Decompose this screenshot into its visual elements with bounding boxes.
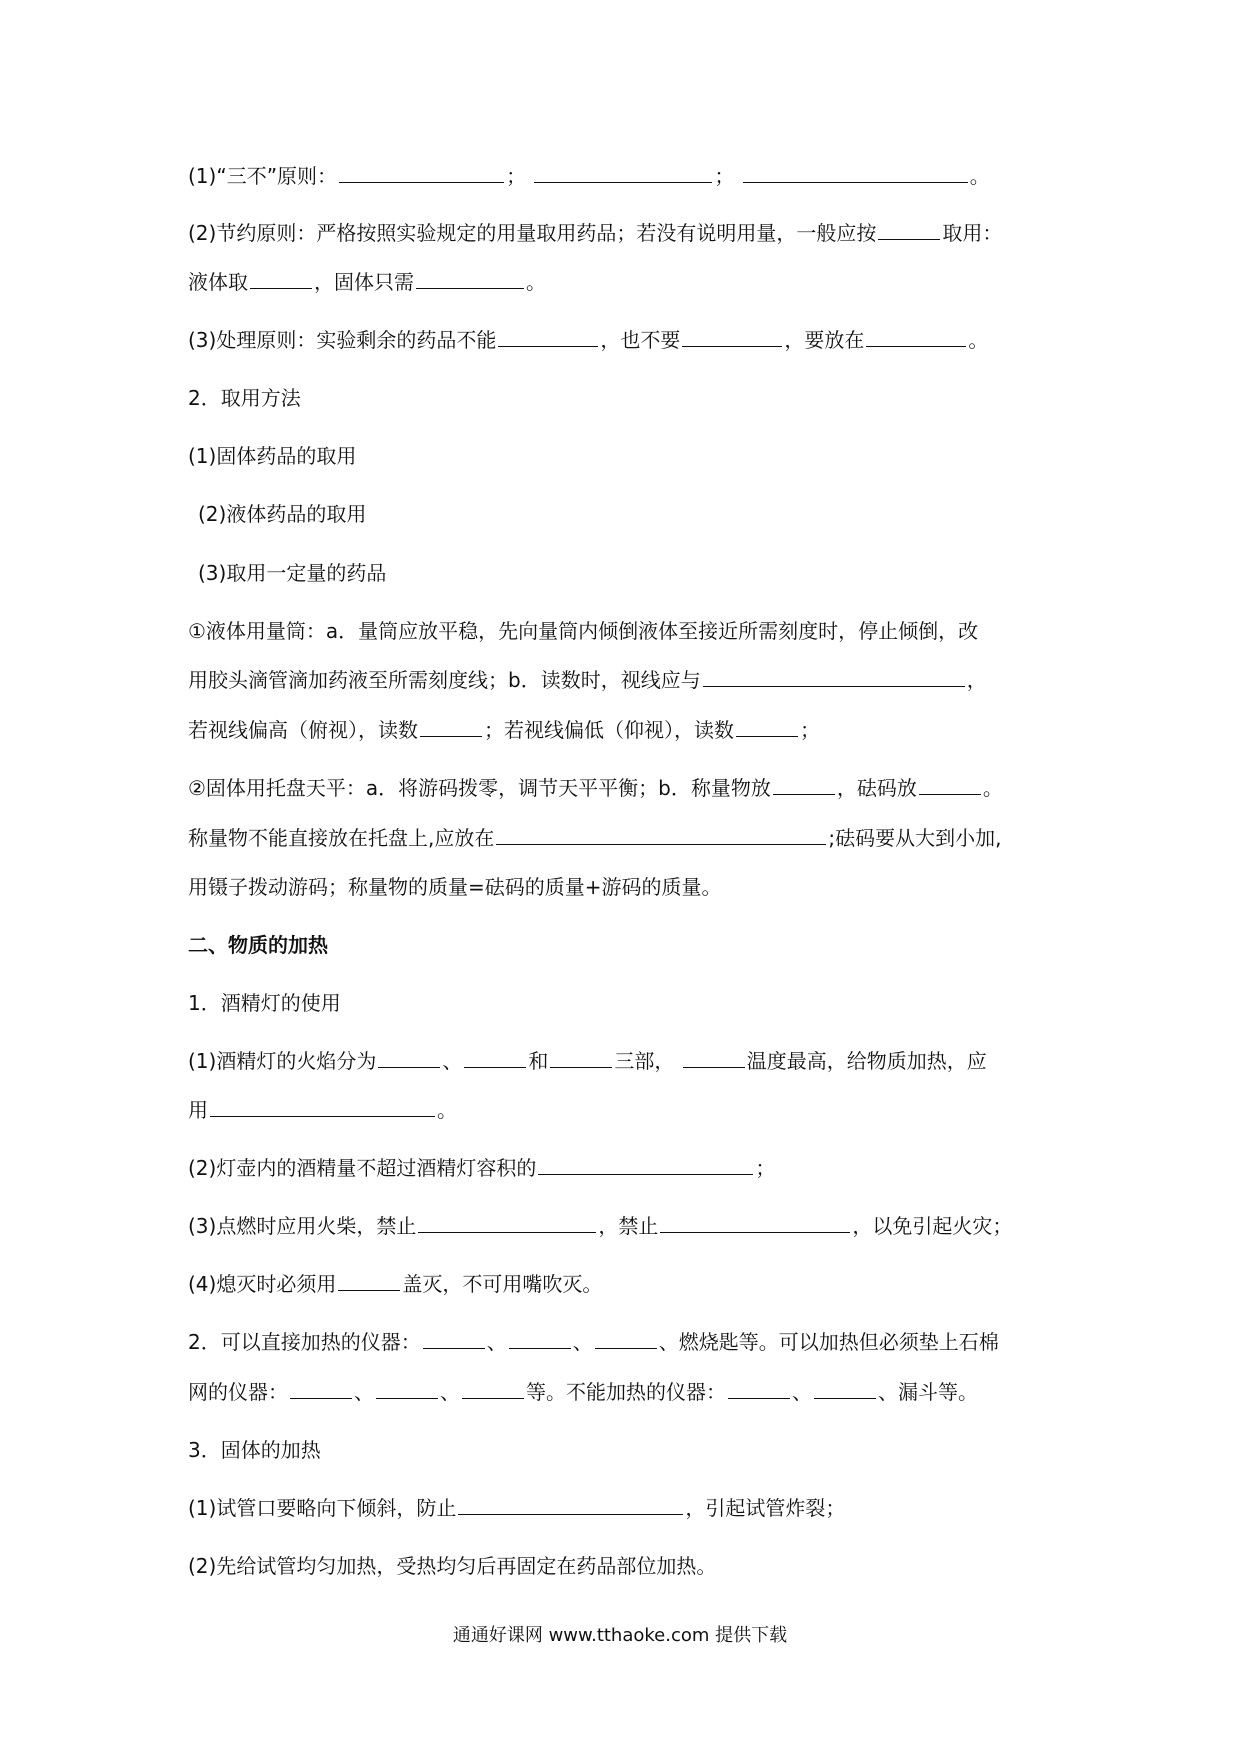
text: 用	[188, 1098, 208, 1122]
section-heading: 2．取用方法	[188, 386, 301, 410]
text: 液体取	[188, 270, 248, 294]
blank	[496, 824, 826, 845]
text: (2)节约原则：严格按照实验规定的用量取用药品；若没有说明用量，一般应按	[188, 221, 877, 245]
text: 2．可以直接加热的仪器：	[188, 1330, 421, 1354]
text: ；	[755, 1156, 776, 1180]
text: 三部，	[614, 1049, 675, 1073]
text: 。	[437, 1098, 457, 1122]
blank	[660, 1212, 850, 1233]
text: 取用：	[942, 221, 1003, 245]
subsection-heading: (1)固体药品的取用	[188, 444, 357, 468]
text: ，砝码放	[836, 776, 917, 800]
text: 称量物不能直接放在托盘上,应放在	[188, 826, 495, 850]
text: 。	[969, 164, 990, 188]
blank	[728, 1378, 790, 1399]
blank	[250, 268, 312, 289]
lamp-extinguish	[188, 1270, 1068, 1298]
text: 和	[528, 1049, 549, 1073]
text: 、	[442, 1049, 463, 1073]
text: (4)熄灭时必须用	[188, 1272, 337, 1296]
blank	[423, 1328, 485, 1349]
blank	[416, 268, 524, 289]
lamp-ignition	[188, 1212, 1068, 1240]
text: (1)酒精灯的火焰分为	[188, 1049, 377, 1073]
solid-heating-1	[188, 1494, 1068, 1522]
text: ，引起试管炸裂；	[685, 1496, 846, 1520]
text: 、	[440, 1380, 460, 1404]
text: ；	[800, 718, 820, 742]
blank	[736, 716, 798, 737]
balance-text	[188, 774, 1068, 802]
blank	[290, 1378, 352, 1399]
blank	[458, 1494, 683, 1515]
solid-heating-2: (2)先给试管均匀加热，受热均匀后再固定在药品部位加热。	[188, 1554, 717, 1578]
text: 。	[968, 328, 989, 352]
blank	[462, 1378, 524, 1399]
text: 、	[572, 1330, 593, 1354]
blank	[464, 1047, 526, 1068]
text: 、燃烧匙等。可以加热但必须垫上石棉	[658, 1330, 999, 1354]
blank	[683, 1047, 745, 1068]
blank	[534, 162, 712, 183]
lamp-alcohol-amount	[188, 1154, 1068, 1182]
text: 、	[354, 1380, 374, 1404]
graduated-cylinder-cont	[188, 666, 1068, 694]
subsection-heading: (2)液体药品的取用	[198, 502, 367, 526]
text: ，	[966, 668, 987, 692]
text: 、	[486, 1330, 507, 1354]
blank	[376, 1378, 438, 1399]
text: (1)试管口要略向下倾斜，防止	[188, 1496, 457, 1520]
graduated-cylinder-text: ①液体用量筒：a．量筒应放平稳，先向量筒内倾倒液体至接近所需刻度时，停止倾倒，改	[188, 619, 979, 643]
blank	[509, 1328, 571, 1349]
text: ；	[714, 164, 735, 188]
text: 若视线偏高（俯视），读数	[188, 718, 418, 742]
text: 用胶头滴管滴加药液至所需刻度线；b．读数时，视线应与	[188, 668, 701, 692]
text: ，固体只需	[314, 270, 414, 294]
blank	[338, 1270, 400, 1291]
text: (1)“三不”原则：	[188, 164, 338, 188]
text: 。	[982, 776, 1003, 800]
heating-instruments-cont	[188, 1378, 1068, 1406]
blank	[339, 162, 504, 183]
principle-three-no	[188, 162, 1068, 190]
text: ②固体用托盘天平：a．将游码拨零，调节天平平衡；b．称量物放	[188, 776, 771, 800]
text: ，禁止	[598, 1214, 659, 1238]
text: ；若视线偏低（仰视），读数	[484, 718, 734, 742]
balance-cont-2: 用镊子拨动游码；称量物的质量=砝码的质量+游码的质量。	[188, 875, 722, 899]
principle-saving	[188, 219, 1068, 247]
text: 等。不能加热的仪器：	[526, 1380, 726, 1404]
blank	[919, 774, 981, 795]
text: (2)灯壶内的酒精量不超过酒精灯容积的	[188, 1156, 537, 1180]
heating-instruments	[188, 1328, 1068, 1356]
blank	[378, 1047, 440, 1068]
text: 、漏斗等。	[878, 1380, 978, 1404]
text: 。	[526, 270, 546, 294]
lamp-flame-cont	[188, 1096, 1068, 1124]
text: 、	[792, 1380, 812, 1404]
chapter-heading: 二、物质的加热	[188, 933, 328, 957]
blank	[210, 1096, 435, 1117]
lamp-flame-text	[188, 1047, 1068, 1075]
subsection-heading: (3)取用一定量的药品	[198, 561, 387, 585]
blank	[550, 1047, 612, 1068]
section-heading: 3．固体的加热	[188, 1438, 321, 1462]
blank	[743, 162, 968, 183]
principle-disposal	[188, 326, 1068, 354]
blank	[595, 1328, 657, 1349]
blank	[773, 774, 835, 795]
blank	[878, 219, 940, 240]
section-heading: 1．酒精灯的使用	[188, 991, 341, 1015]
page-footer: 通通好课网 www.tthaoke.com 提供下载	[452, 1625, 788, 1646]
text: (3)处理原则：实验剩余的药品不能	[188, 328, 497, 352]
balance-cont	[188, 824, 1068, 852]
text: 网的仪器：	[188, 1380, 288, 1404]
blank	[866, 326, 966, 347]
text: 盖灭，不可用嘴吹灭。	[402, 1272, 603, 1296]
text: ，要放在	[784, 328, 865, 352]
blank	[420, 716, 482, 737]
text: ，也不要	[600, 328, 681, 352]
blank	[418, 1212, 596, 1233]
text: ；	[506, 164, 527, 188]
text: 温度最高，给物质加热，应	[746, 1049, 987, 1073]
blank	[814, 1378, 876, 1399]
principle-saving-cont	[188, 268, 1068, 296]
text: ;砝码要从大到小加,	[828, 826, 1002, 850]
blank	[498, 326, 598, 347]
text: (3)点燃时应用火柴，禁止	[188, 1214, 417, 1238]
blank	[538, 1154, 753, 1175]
reading-error-line	[188, 716, 1068, 744]
text: ，以免引起火灾；	[852, 1214, 1013, 1238]
blank	[682, 326, 782, 347]
blank	[703, 666, 965, 687]
